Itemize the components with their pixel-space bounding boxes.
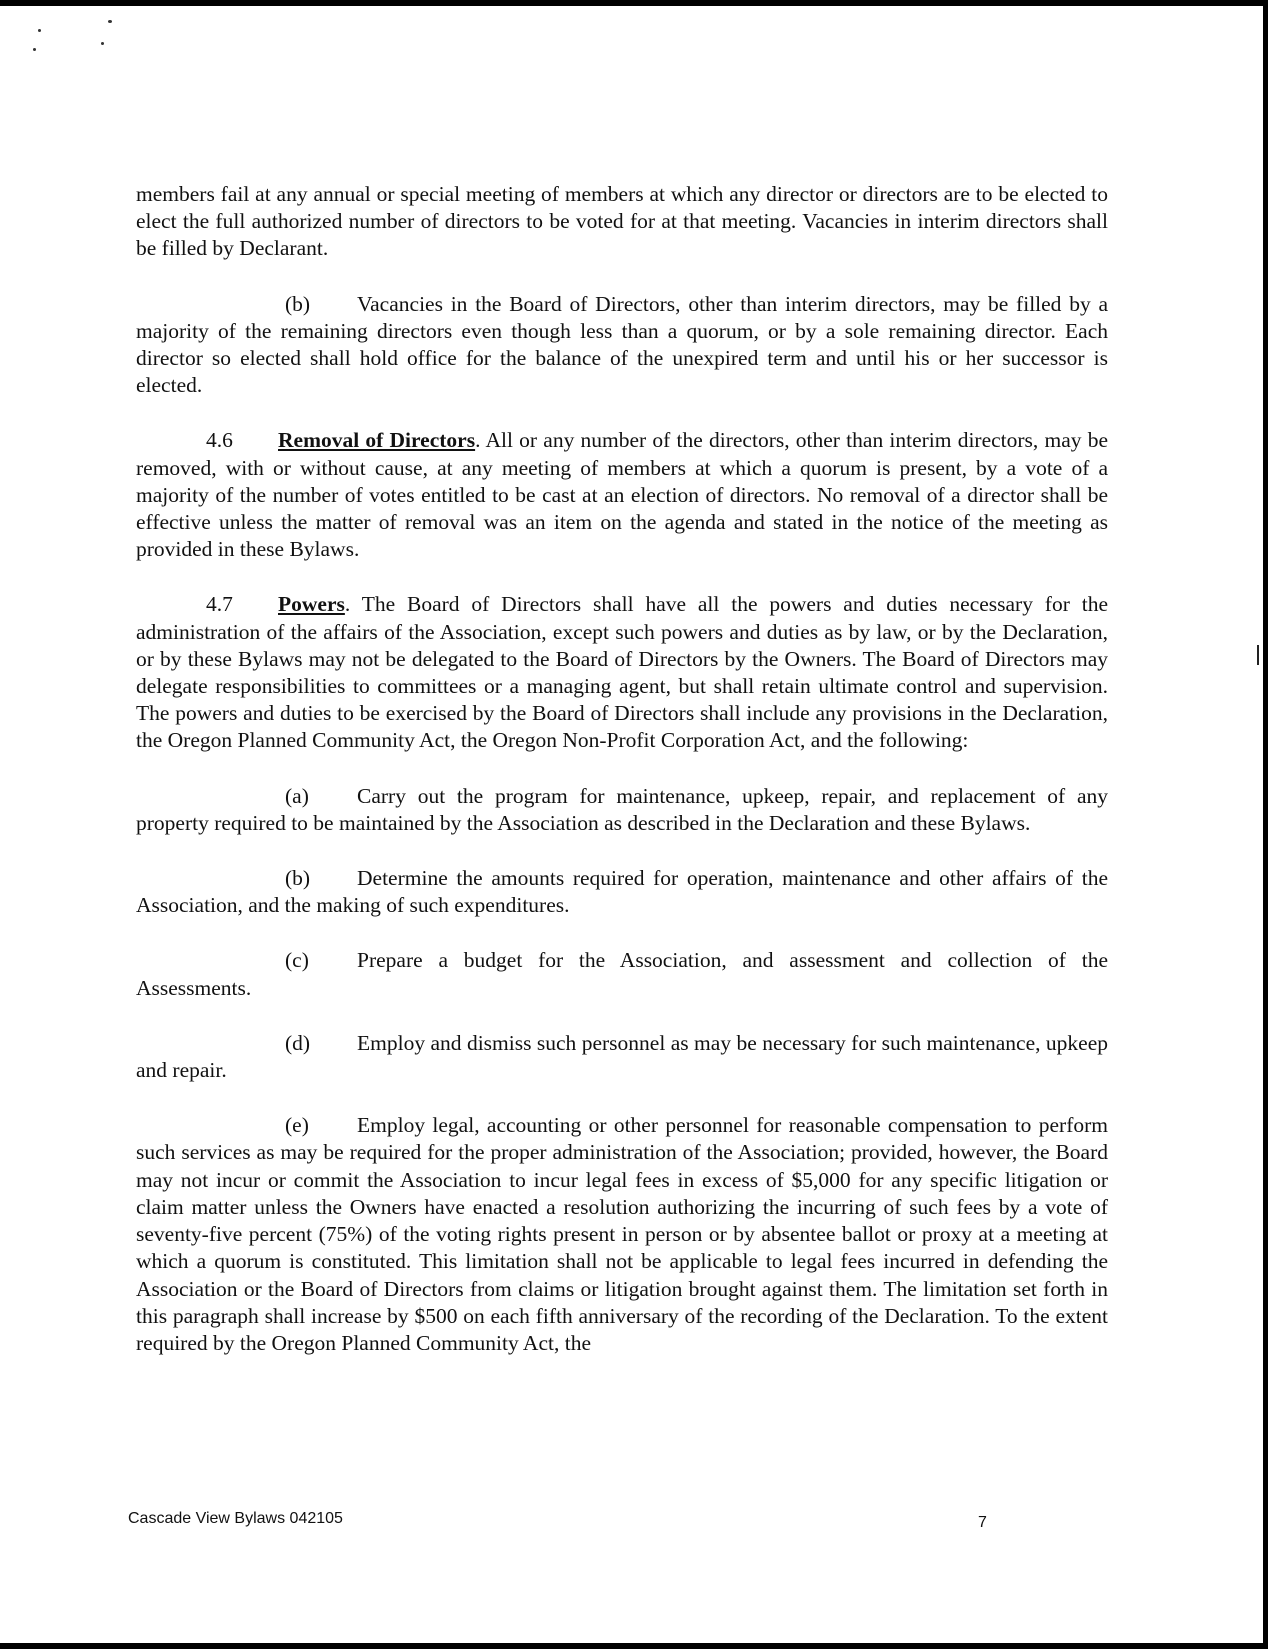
subsection-label: (b) — [285, 291, 311, 316]
scan-speck — [108, 20, 112, 23]
scan-top-border — [0, 0, 1268, 6]
paragraph-vacancies-continued: members fail at any annual or special meeting of members at which any director or directors are to be elected to elect the full authorized number of directors to be voted for at that meeting. Vacancies in interim directors shall be filled by Declarant. — [136, 182, 1108, 261]
section-heading: Powers — [278, 592, 345, 617]
subsection-text: Carry out the program for maintenance, upkeep, repair, and replacement of any property required to be maintained by the Association as described in the Declaration and these Bylaws. — [136, 783, 1108, 835]
powers-item-a — [136, 783, 1108, 837]
section-text: . The Board of Directors shall have all the powers and duties necessary for the administration of the affairs of the Association, except such powers and duties as by law, or by the Declaration, or by these Bylaws may not be delegated to the Board of Directors by the Owners. The Board of Directors may delegate responsibilities to committees or a managing agent, but shall retain ultimate control and supervision. The powers and duties to be exercised by the Board of Directors shall include any provisions in the Declaration, the Oregon Planned Community Act, the Oregon Non-Profit Corporation Act, and the following: — [136, 592, 1108, 753]
subsection-text: Prepare a budget for the Association, and assessment and collection of the Assessments. — [136, 948, 1108, 1000]
subsection-label: (d) — [285, 1030, 311, 1055]
paragraph-vacancies-b — [136, 291, 1108, 400]
subsection-text: Employ legal, accounting or other personnel for reasonable compensation to perform such services as may be required for the proper administration of the Association; provided, however, the Board may not incur or commit the Association to incur legal fees in excess of $5,000 for any specific litigation or claim matter unless the Owners have enacted a resolution authorizing the incurring of such fees by a vote of seventy-five percent (75%) of the voting rights present in person or by absentee ballot or proxy at a meeting at which a quorum is constituted. This limitation shall not be applicable to legal fees incurred in defending the Association or the Board of Directors from claims or litigation brought against them. The limitation set forth in this paragraph shall increase by $500 on each fifth anniversary of the recording of the Declaration. To the extent required by the Oregon Planned Community Act, the — [136, 1113, 1108, 1355]
subsection-label: (e) — [285, 1113, 309, 1138]
section-number: 4.7 — [206, 592, 233, 617]
powers-item-d — [136, 1030, 1108, 1084]
powers-item-e — [136, 1112, 1108, 1357]
subsection-text: Employ and dismiss such personnel as may be necessary for such maintenance, upkeep and repair. — [136, 1030, 1108, 1083]
section-text: . All or any number of the directors, other than interim directors, may be removed, with or without cause, at any meeting of members at which a quorum is present, by a vote of a majority of the number of votes entitled to be cast at an election of directors. No removal of a director shall be effective unless the matter of removal was an item on the agenda and stated in the notice of the meeting as provided in these Bylaws. — [136, 428, 1109, 562]
scan-bottom-border — [0, 1643, 1268, 1649]
subsection-text: Vacancies in the Board of Directors, other than interim directors, may be filled by a majority of the remaining directors even though less than a quorum, or by a sole remaining director. Each director so elected shall hold office for the balance of the unexpired term and until his or her successor is elected. — [136, 291, 1108, 398]
footer-document-name: Cascade View Bylaws 042105 — [128, 1510, 343, 1527]
scan-speck — [33, 48, 36, 51]
subsection-label: (a) — [285, 783, 309, 808]
powers-item-b — [136, 865, 1108, 919]
subsection-label: (b) — [285, 866, 311, 891]
section-number: 4.6 — [206, 428, 233, 453]
scan-margin-mark — [1257, 645, 1259, 665]
section-heading: Removal of Directors — [278, 428, 476, 453]
subsection-label: (c) — [285, 948, 309, 973]
section-4-7 — [136, 591, 1108, 754]
document-body — [136, 181, 1108, 1357]
scan-right-border — [1263, 0, 1268, 1649]
scan-speck — [38, 29, 41, 32]
footer-page-number: 7 — [978, 1514, 987, 1531]
powers-item-c — [136, 947, 1108, 1001]
scan-speck — [101, 42, 104, 45]
subsection-text: Determine the amounts required for operation, maintenance and other affairs of the Association, and the making of such expenditures. — [136, 866, 1108, 918]
section-4-6 — [136, 427, 1108, 563]
